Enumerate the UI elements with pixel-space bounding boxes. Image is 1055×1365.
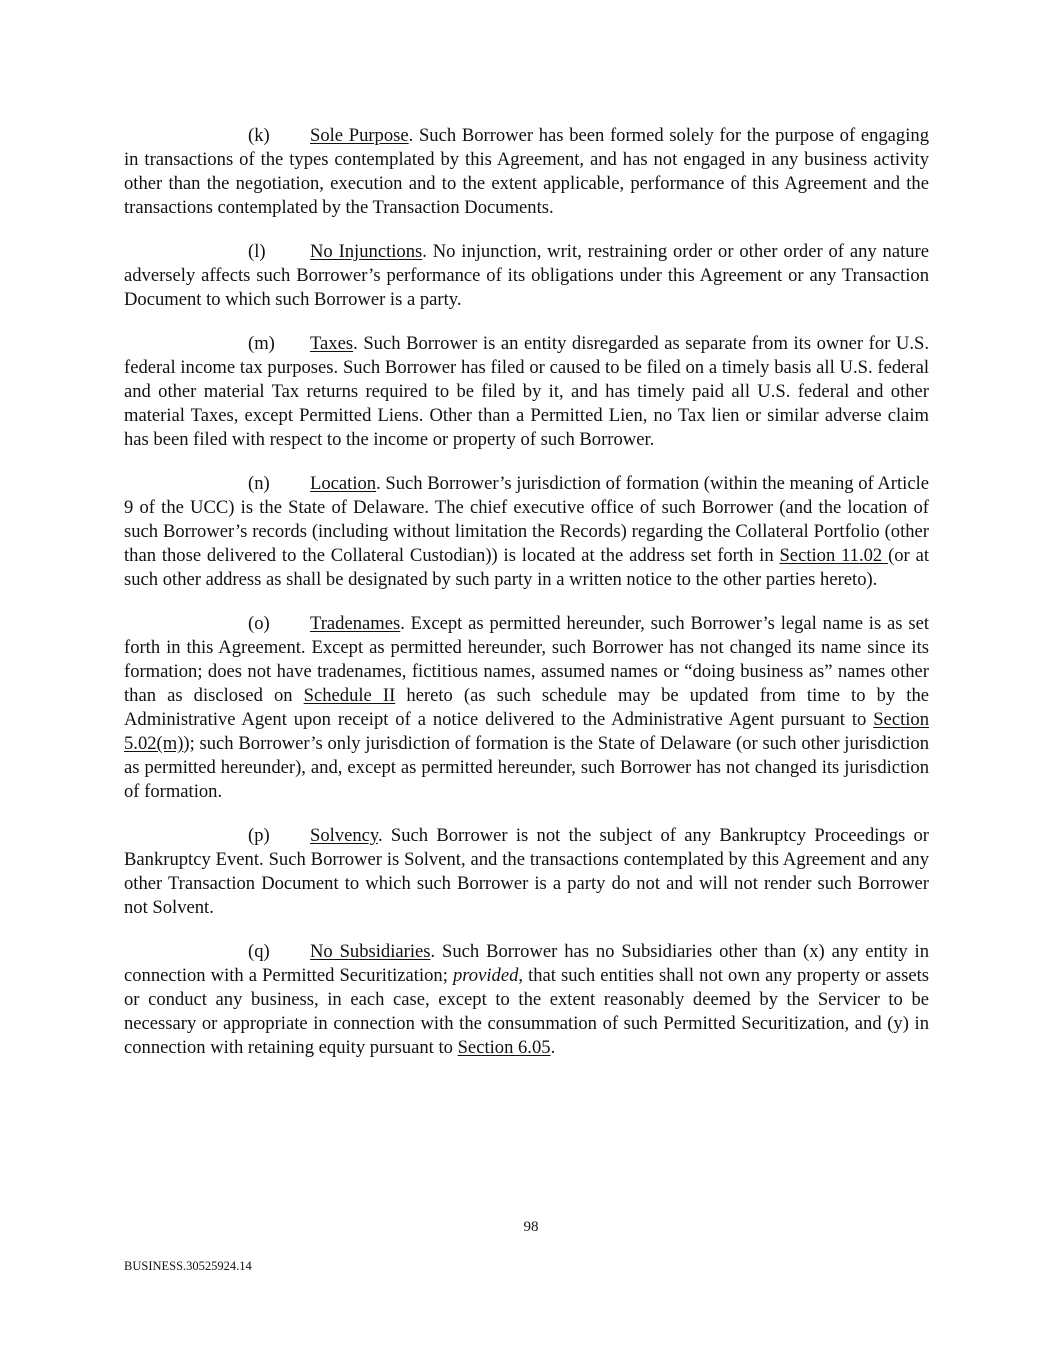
section-heading: No Injunctions — [310, 241, 423, 263]
emphasis-text: provided — [452, 965, 519, 987]
section-text: hereto (as such schedule may be updated from time to by the Administrative Agent upon receipt of a notice delivered to the Administrative Agent pursuant to — [124, 685, 930, 731]
cross-reference-link[interactable]: Schedule II — [303, 685, 396, 707]
section-heading: Solvency — [310, 825, 378, 847]
section-number: (k) — [248, 125, 270, 146]
section-text: . Such Borrower has no Subsidiaries other than (x) any entity in connection with a Permitted Securitization; — [124, 941, 929, 987]
section-text: (or at such other address as shall be designated by such party in a written notice to the other parties hereto). — [124, 545, 929, 590]
section-l — [124, 240, 929, 312]
section-text: , that such entities shall not own any property or assets or conduct any business, in each case, except to the extent reasonably deemed by the Servicer to be necessary or appropriate in connection with the consummation of such Permitted Securitization, and (y) in connection with retaining equity pursuant to — [124, 965, 929, 1058]
section-heading: Location — [310, 473, 377, 495]
section-text: . Such Borrower is not the subject of any Bankruptcy Proceedings or Bankruptcy Event. Such Borrower is Solvent, and the transactions contemplated by this Agreement and any other Transaction Document to which such Borrower is a party do not and will not render such Borrower not Solvent. — [124, 825, 929, 918]
section-heading: Sole Purpose — [310, 125, 409, 146]
section-m — [124, 332, 929, 452]
document-body — [124, 124, 929, 1080]
section-heading: No Subsidiaries — [310, 941, 431, 963]
cross-reference-link[interactable]: Section 6.05 — [457, 1036, 551, 1058]
section-o — [124, 612, 929, 803]
section-k — [124, 124, 929, 220]
section-heading: Taxes — [310, 333, 354, 355]
section-number: (m) — [248, 333, 275, 355]
section-heading: Tradenames — [310, 613, 401, 635]
section-text: . Such Borrower has been formed solely for the purpose of engaging in transactions of the types contemplated by this Agreement, and has not engaged in any business activity other than the negotiation, execution and to the extent applicable, performance of this Agreement and the transactions contemplated by the Transaction Documents. — [124, 125, 929, 218]
document-id: BUSINESS.30525924.14 — [124, 1259, 252, 1273]
section-p — [124, 824, 929, 920]
page-number: 98 — [523, 1219, 539, 1235]
section-text: . Such Borrower is an entity disregarded as separate from its owner for U.S. federal income tax purposes. Such Borrower has filed or caused to be filed on a timely basis all U.S. federal and other material Tax returns required to be filed by it, and has timely paid all U.S. federal and other material Taxes, except Permitted Liens. Other than a Permitted Lien, no Tax lien or similar adverse claim has been filed with respect to the income or property of such Borrower. — [124, 333, 929, 450]
section-text: . Except as permitted hereunder, such Borrower’s legal name is as set forth in this Agreement. Except as permitted hereunder, such Borrower has not changed its name since its formation; does not have tradenames, fictitious names, assumed names or “doing business as” names other than as disclosed on — [124, 613, 929, 707]
cross-reference-link[interactable]: Section 11.02 — [779, 545, 889, 567]
section-text: . — [550, 1036, 556, 1058]
section-text: . Such Borrower’s jurisdiction of formation (within the meaning of Article 9 of the UCC) is the State of Delaware. The chief executive office of such Borrower (and the location of such Borrower’s records (including without limitation the Records) regarding the Collateral Portfolio (other than those delivered to the Collateral Custodian)) is located at the address set forth in — [124, 473, 929, 567]
section-number: (o) — [248, 613, 270, 635]
section-n — [124, 472, 929, 592]
section-text: ); such Borrower’s only jurisdiction of formation is the State of Delaware (or such other jurisdiction as permitted hereunder), and, except as permitted hereunder, such Borrower has not changed its jurisdiction of formation. — [124, 732, 929, 802]
section-text: . No injunction, writ, restraining order or other order of any nature adversely affects such Borrower’s performance of its obligations under this Agreement or any Transaction Document to which such Borrower is a party. — [124, 241, 929, 310]
section-number: (q) — [248, 941, 270, 963]
section-number: (p) — [248, 825, 270, 847]
section-number: (l) — [248, 241, 266, 263]
cross-reference-link[interactable]: Section 5.02(m) — [124, 709, 929, 754]
section-number: (n) — [248, 473, 270, 495]
section-q — [124, 940, 929, 1060]
